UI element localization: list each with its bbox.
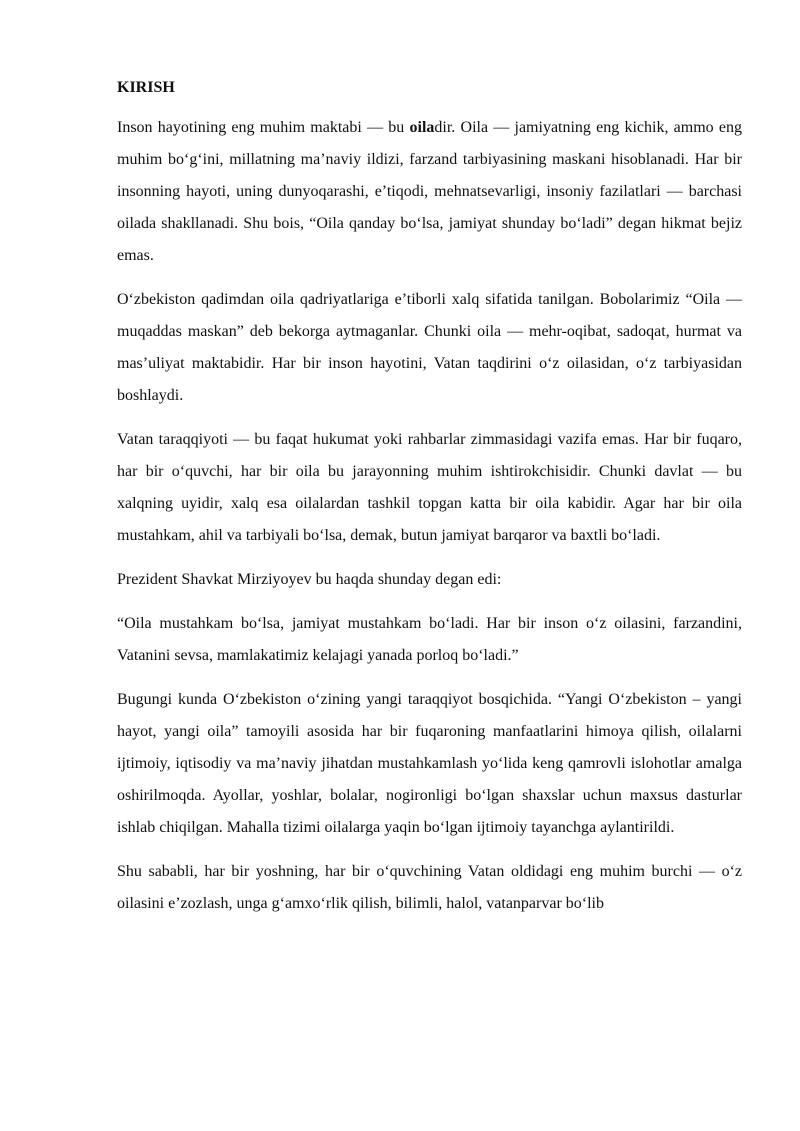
document-page <box>117 74 742 932</box>
paragraph-1 <box>117 112 742 272</box>
paragraph-7: Shu sababli, har bir yoshning, har bir o‘quvchining Vatan oldidagi eng muhim burchi — o‘z oilasini e’zozlash, unga g‘amxo‘rlik qilish, bilimli, halol, vatanparvar bo‘lib <box>117 863 742 912</box>
paragraph-4: Prezident Shavkat Mirziyoyev bu haqda shunday degan edi: <box>117 571 502 588</box>
paragraph-1-start: Inson hayotining eng muhim maktabi — bu <box>117 119 410 136</box>
quote-paragraph: “Oila mustahkam bo‘lsa, jamiyat mustahkam bo‘ladi. Har bir inson o‘z oilasini, farzandini, Vatanini sevsa, mamlakatimiz kelajagi yanada porloq bo‘ladi.” <box>117 615 742 664</box>
paragraph-1-rest: dir. Oila — jamiyatning eng kichik, ammo eng muhim bo‘g‘ini, millatning ma’naviy ildizi, farzand tarbiyasining maskani hisoblanadi. Har bir insonning hayoti, uning dunyoqarashi, e’tiqodi, mehnatsevarligi, insoniy fazilatlari — barchasi oilada shakllanadi. Shu bois, “Oila qanday bo‘lsa, jamiyat shunday bo‘ladi” degan hikmat bejiz emas. <box>117 119 742 264</box>
section-heading: KIRISH <box>117 79 175 96</box>
paragraph-3: Vatan taraqqiyoti — bu faqat hukumat yoki rahbarlar zimmasidagi vazifa emas. Har bir fuqaro, har bir o‘quvchi, har bir oila bu jarayonning muhim ishtirokchisidir. Chunki davlat — bu xalqning uyidir, xalq esa oilalardan tashkil topgan katta bir oila kabidir. Agar har bir oila mustahkam, ahil va tarbiyali bo‘lsa, demak, butun jamiyat barqaror va baxtli bo‘ladi. <box>117 431 742 544</box>
paragraph-6: Bugungi kunda O‘zbekiston o‘zining yangi taraqqiyot bosqichida. “Yangi O‘zbekiston – yangi hayot, yangi oila” tamoyili asosida har bir fuqaroning manfaatlarini himoya qilish, oilalarni ijtimoiy, iqtisodiy va ma’naviy jihatdan mustahkamlash yo‘lida keng qamrovli islohotlar amalga oshirilmoqda. Ayollar, yoshlar, bolalar, nogironligi bo‘lgan shaxslar uchun maxsus dasturlar ishlab chiqilgan. Mahalla tizimi oilalarga yaqin bo‘lgan ijtimoiy tayanchga aylantirildi. <box>117 691 742 836</box>
paragraph-1-bold-word: oila <box>409 119 435 136</box>
paragraph-2: O‘zbekiston qadimdan oila qadriyatlariga e’tiborli xalq sifatida tanilgan. Bobolarimiz “Oila — muqaddas maskan” deb bekorga aytmaganlar. Chunki oila — mehr-oqibat, sadoqat, hurmat va mas’uliyat maktabidir. Har bir inson hayotini, Vatan taqdirini o‘z oilasidan, o‘z tarbiyasidan boshlaydi. <box>117 291 742 404</box>
